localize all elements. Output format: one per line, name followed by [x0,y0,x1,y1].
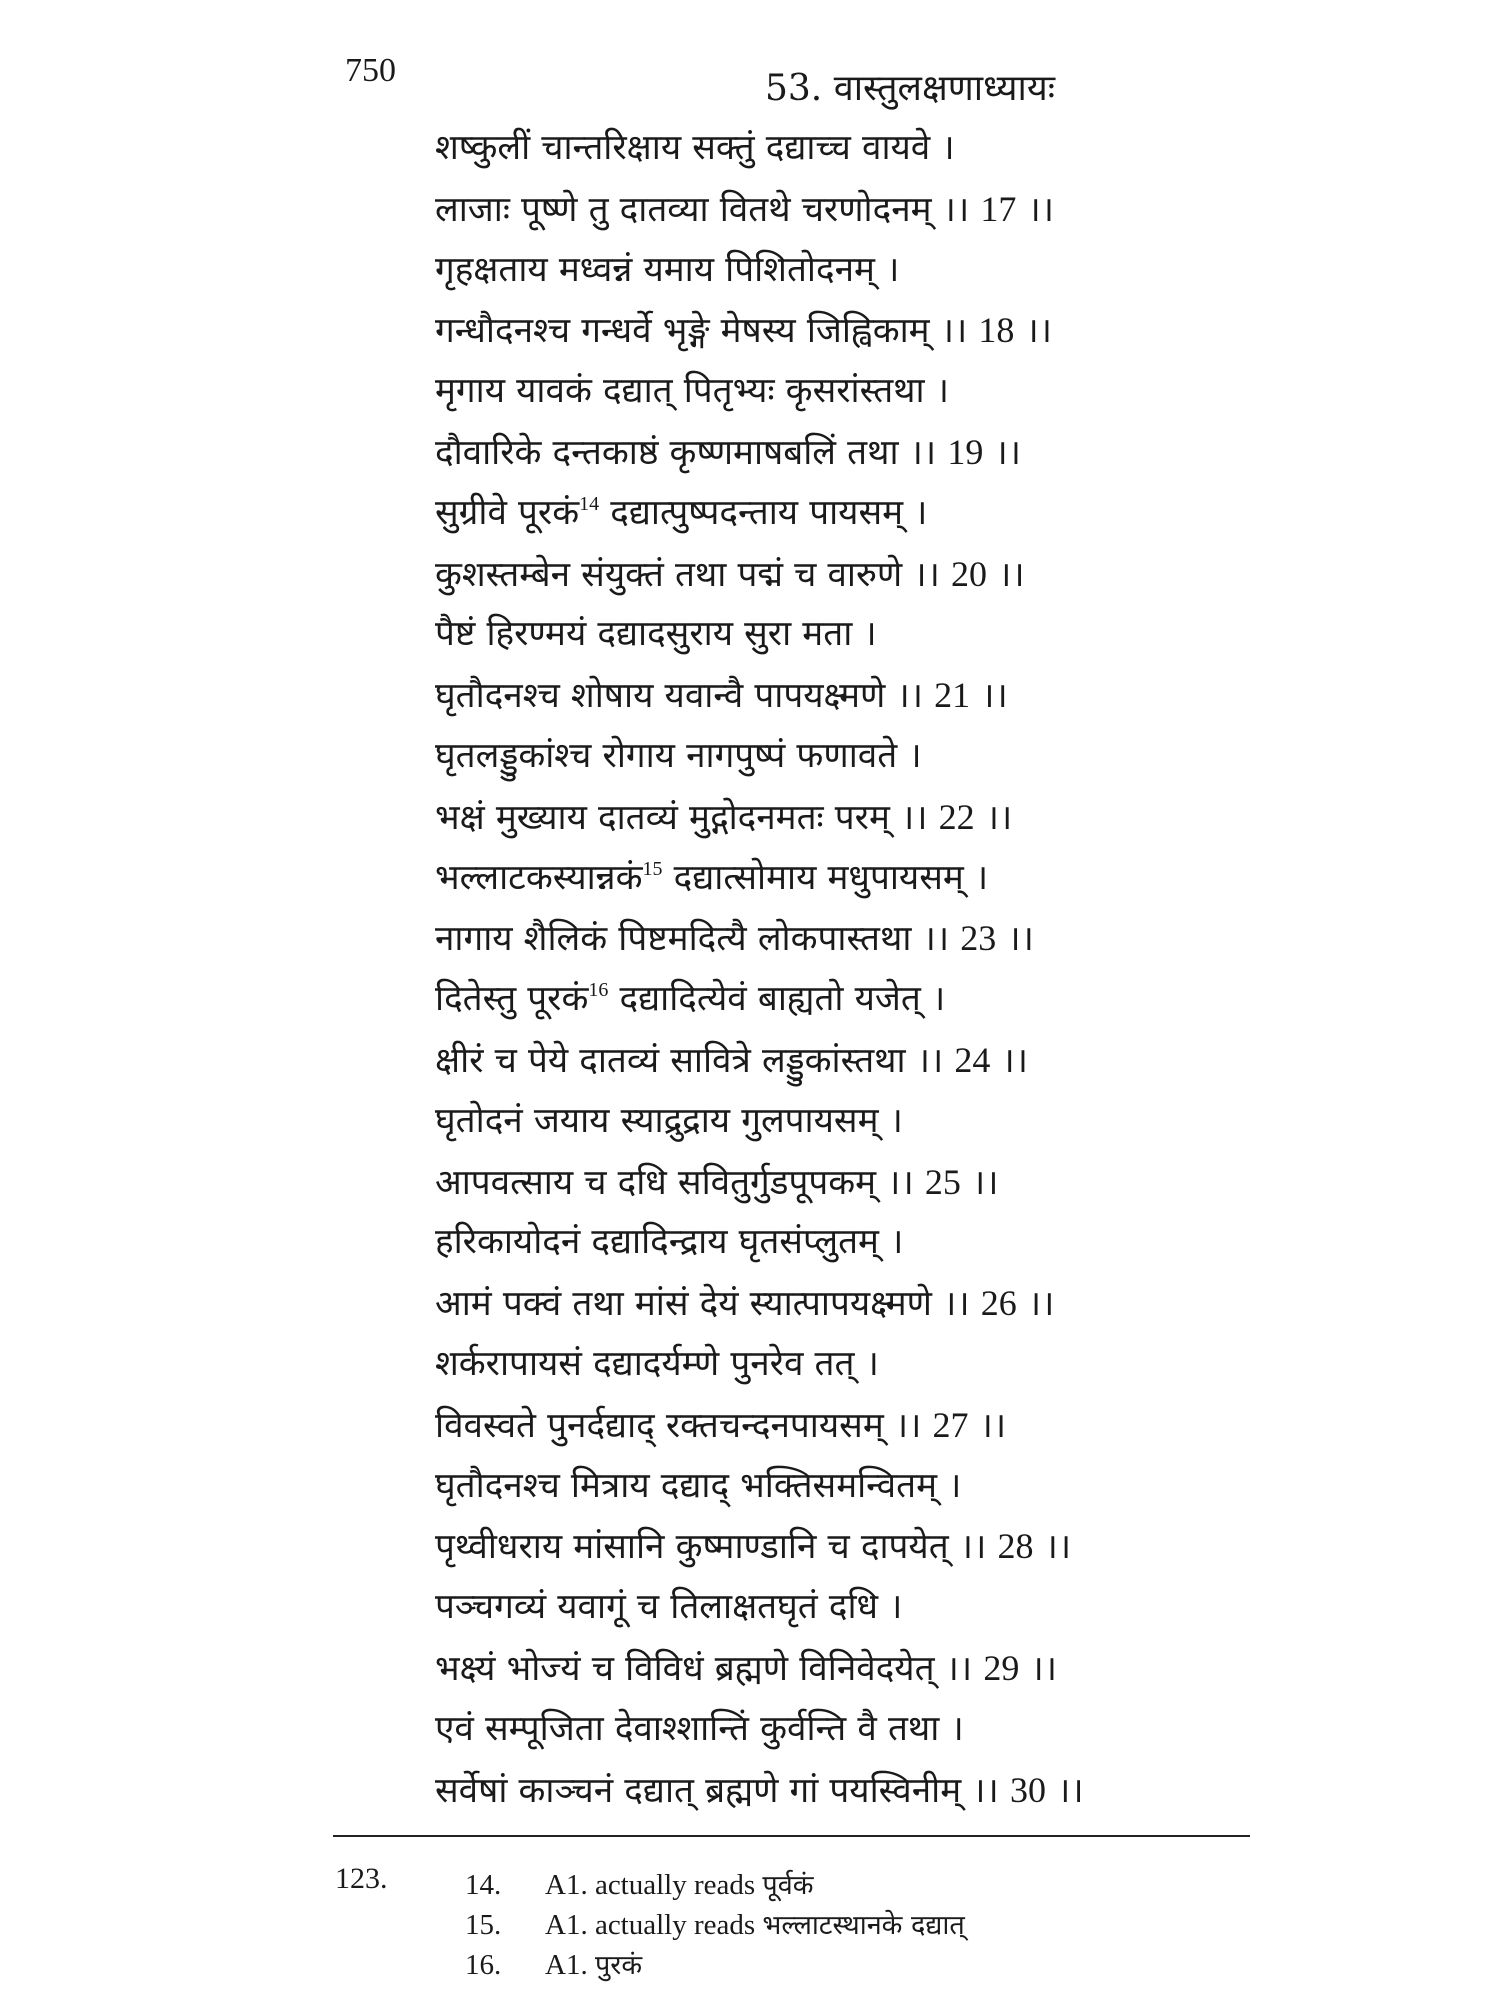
verse-text [435,726,922,787]
verse-segment: शर्करापायसं दद्यादर्यम्णे पुनरेव तत् । [435,1343,879,1384]
running-head: 53. वास्तुलक्षणाध्यायः [765,68,1056,109]
verse-text [435,665,1008,727]
verse-block [435,118,1135,1820]
verse-text [435,604,877,665]
verse-text [435,1212,903,1273]
verse-line [435,1516,1135,1577]
footnote-text: A1. actually reads [545,1869,763,1901]
verse-text [435,1577,902,1638]
verse-text [435,1638,1057,1700]
verse-line [435,665,1135,726]
verse-segment: गृहक्षताय मध्वन्नं यमाय पिशितोदनम् । [435,249,900,290]
verse-text [435,300,1052,362]
verse-segment: घृतौदनश्च शोषाय यवान्वै पापयक्ष्मणे ।। [435,676,935,717]
verse-line [435,787,1135,848]
verse-segment: ।। [987,554,1025,595]
verse-text [435,1030,1028,1092]
verse-number: 20 [951,553,988,594]
verse-number: 21 [934,675,971,716]
footnote-reading: पुरकं [594,1950,643,1981]
verse-segment: ।। [1016,1284,1055,1325]
verse-segment: भल्लाटकस्यान्नकं [435,857,643,898]
verse-number: 28 [997,1526,1034,1567]
verse-line [435,240,1135,301]
footnote-marker: 15 [642,857,663,880]
verse-line [435,1699,1135,1760]
verse-line [435,1273,1135,1334]
verse-segment: ।। [960,1162,999,1203]
verse-number: 19 [947,431,984,472]
verse-line [435,1152,1135,1213]
verse-segment: पृथ्वीधराय मांसानि कुष्माण्डानि च दापयेत् ।। [435,1527,998,1568]
verse-segment: क्षीरं च पेये दातव्यं सावित्रे लड्डुकांस्तथा ।। [435,1040,955,1081]
footnote-text: A1. actually reads [545,1909,763,1941]
verse-text [435,1395,1006,1457]
verse-segment: विवस्वते पुनर्दद्याद् रक्तचन्दनपायसम् ।। [435,1405,933,1446]
verse-segment: घृतोदनं जयाय स्याद्रुद्राय गुलपायसम् । [435,1100,903,1141]
verse-segment: मृगाय यावकं दद्यात् पितृभ्यः कृसरांस्तथा । [435,371,949,412]
verse-segment: ।। [1016,189,1054,230]
verse-segment: ।। [983,432,1021,473]
verse-segment: ।। [990,1040,1029,1081]
verse-text [435,1273,1054,1335]
footnote-divider [333,1835,1250,1837]
verse-line [435,422,1135,483]
verse-segment: सर्वेषां काञ्चनं दद्यात् ब्रह्मणे गां पयस्विनीम् ।। [435,1770,1010,1811]
verse-segment: एवं सम्पूजिता देवाश्शान्तिं कुर्वन्ति वै तथा । [435,1708,964,1749]
verse-line [435,544,1135,605]
verse-number: 22 [938,796,975,837]
verse-text [435,1699,964,1760]
verse-number: 23 [960,918,997,959]
verse-line [435,908,1135,969]
verse-text [435,179,1054,241]
verse-text [435,787,1012,849]
verse-line [435,1395,1135,1456]
verse-segment: ।। [974,797,1013,838]
verse-segment: कुशस्तम्बेन संयुक्तं तथा पद्मं च वारुणे ।। [435,554,952,595]
verse-number: 27 [932,1404,969,1445]
footnote-item [465,1902,965,1946]
verse-line [435,1334,1135,1395]
verse-segment: ।। [968,1405,1007,1446]
verse-segment: दौवारिके दन्तकाष्ठं कृष्णमाषबलिं तथा ।। [435,432,948,473]
footnote-reference: 123. [335,1862,388,1895]
footnote-number: 16. [465,1949,502,1981]
verse-line [435,726,1135,787]
verse-text [435,1760,1084,1822]
verse-segment: घृतलड्डुकांश्च रोगाय नागपुष्पं फणावते । [435,735,922,776]
verse-line [435,361,1135,422]
verse-text [435,483,927,544]
footnote-marker: 16 [588,979,609,1002]
verse-number: 30 [1009,1769,1046,1810]
verse-text [435,848,988,909]
verse-text [435,1516,1071,1578]
verse-segment: भक्ष्यं भोज्यं च विविधं ब्रह्मणे विनिवेदयेत् ।। [435,1648,984,1689]
verse-segment: ।। [996,919,1034,960]
verse-number: 24 [954,1039,991,1080]
verse-segment: दद्यात्पुष्पदन्ताय पायसम् । [599,492,928,533]
verse-text [435,969,945,1030]
footnote-number: 14. [465,1869,502,1901]
verse-segment: नागाय शैलिकं पिष्टमदित्यै लोकपास्तथा ।। [435,919,961,960]
verse-line [435,179,1135,240]
verse-segment: दितेस्तु पूरकं [435,979,589,1020]
verse-number: 26 [980,1283,1017,1324]
verse-line [435,1760,1135,1821]
verse-line [435,1638,1135,1699]
verse-segment: दद्यात्सोमाय मधुपायसम् । [662,857,989,898]
verse-segment: ।। [1045,1770,1084,1811]
footnote-marker: 14 [579,492,600,515]
verse-line [435,969,1135,1030]
footnote-text: A1. [545,1949,595,1981]
verse-line [435,1577,1135,1638]
verse-text [435,422,1021,484]
verse-line [435,118,1135,179]
verse-segment: लाजाः पूष्णे तु दातव्या वितथे चरणोदनम् ।। [435,189,981,230]
verse-text [435,1152,999,1214]
footnote-number: 15. [465,1909,502,1941]
verse-segment: पैष्टं हिरण्मयं दद्यादसुराय सुरा मता । [435,614,877,655]
verse-line [435,604,1135,665]
verse-text [435,240,899,301]
verse-line [435,1030,1135,1091]
page-number: 750 [345,52,396,89]
verse-text [435,361,949,422]
footnote-reading: पूर्वकं [762,1870,814,1901]
verse-line [435,1212,1135,1273]
verse-segment: सुग्रीवे पूरकं [435,492,580,533]
verse-segment: घृतौदनश्च मित्राय दद्याद् भक्तिसमन्वितम् । [435,1465,962,1506]
verse-number: 17 [980,188,1017,229]
verse-number: 18 [978,310,1015,351]
verse-text [435,908,1034,970]
verse-text [435,1456,961,1517]
verse-text [435,118,955,179]
verse-segment: आमं पक्वं तथा मांसं देयं स्यात्पापयक्ष्मणे ।। [435,1284,981,1325]
verse-segment: आपवत्साय च दधि सवितुर्गुडपूपकम् ।। [435,1162,925,1203]
verse-segment: भक्षं मुख्याय दातव्यं मुद्गोदनमतः परम् ।। [435,797,939,838]
verse-segment: शष्कुलीं चान्तरिक्षाय सक्तुं दद्याच्च वायवे । [435,128,955,168]
verse-line [435,1456,1135,1517]
verse-text [435,1091,903,1152]
verse-segment: ।। [1019,1648,1057,1689]
verse-number: 29 [983,1647,1020,1688]
footnote-reading: भल्लाटस्थानके दद्यात् [762,1910,965,1941]
verse-segment: दद्यादित्येवं बाह्यतो यजेत् । [608,979,946,1020]
verse-line [435,483,1135,544]
verse-number: 25 [924,1161,961,1202]
verse-line [435,300,1135,361]
verse-segment: हरिकायोदनं दद्यादिन्द्राय घृतसंप्लुतम् । [435,1222,904,1263]
verse-segment: ।। [1033,1527,1072,1568]
verse-line [435,1091,1135,1152]
footnote-item [465,1862,814,1906]
verse-segment: पञ्चगव्यं यवागूं च तिलाक्षतघृतं दधि । [435,1587,903,1628]
verse-text [435,544,1025,606]
footnote-item [465,1942,642,1986]
verse-segment: ।। [1014,311,1053,352]
verse-line [435,848,1135,909]
verse-segment: गन्धौदनश्च गन्धर्वे भृङ्गे मेषस्य जिह्विकाम् ।। [435,311,979,352]
verse-segment: ।। [970,676,1008,717]
verse-text [435,1334,879,1395]
